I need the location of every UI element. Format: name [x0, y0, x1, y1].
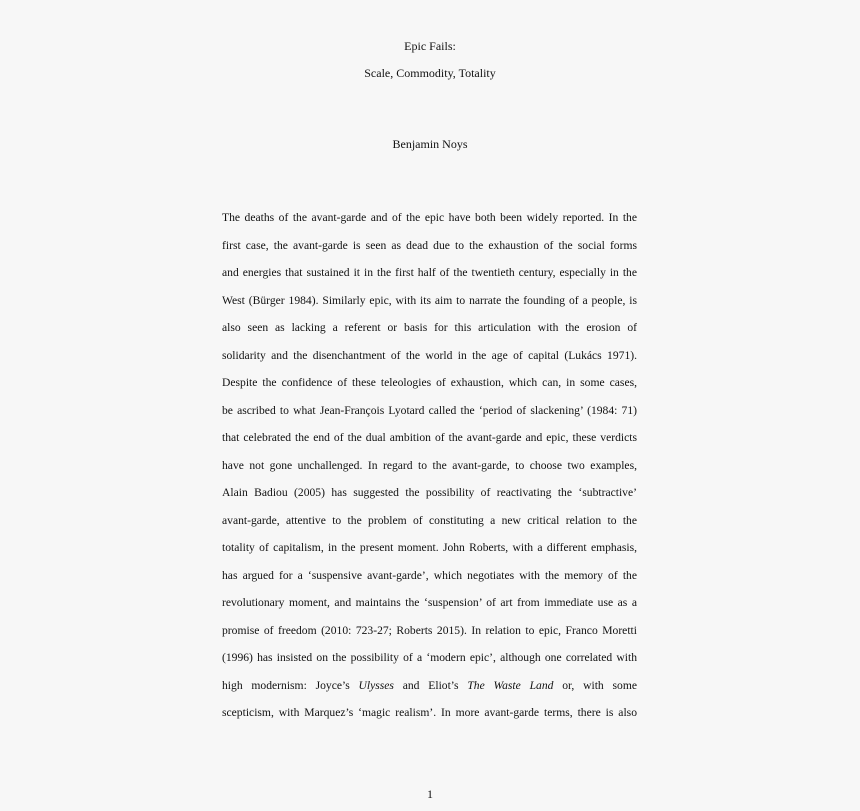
document-author: Benjamin Noys	[392, 137, 468, 151]
document-subtitle: Scale, Commodity, Totality	[364, 66, 496, 80]
body-line: and energies that sustained it in the first half of the twentieth century, especially in the	[222, 266, 637, 279]
body-line: has argued for a ‘suspensive avant-garde’, which negotiates with the memory of the	[222, 568, 637, 582]
body-line-with-titles	[222, 678, 637, 706]
body-line: have not gone unchallenged. In regard to the avant-garde, to choose two examples,	[222, 458, 637, 472]
body-line: West (Bürger 1984). Similarly epic, with its aim to narrate the founding of a people, is	[222, 293, 637, 307]
body-line: The deaths of the avant-garde and of the epic have both been widely reported. In the	[222, 211, 637, 224]
page-number: 1	[427, 787, 433, 801]
document-title: Epic Fails:	[404, 39, 456, 53]
body-line: Alain Badiou (2005) has suggested the possibility of reactivating the ‘subtractive’	[222, 486, 637, 499]
body-line: solidarity and the disenchantment of the world in the age of capital (Lukács 1971).	[222, 348, 637, 362]
text-run: high modernism: Joyce’s	[222, 678, 359, 692]
body-line: revolutionary moment, and maintains the ‘suspension’ of art from immediate use as a	[222, 596, 637, 609]
body-line: be ascribed to what Jean-François Lyotard called the ‘period of slackening’ (1984: 71)	[222, 403, 637, 417]
body-line: (1996) has insisted on the possibility of a ‘modern epic’, although one correlated with	[222, 651, 637, 664]
body-line: Despite the confidence of these teleologies of exhaustion, which can, in some cases,	[222, 376, 637, 389]
text-run: or, with some	[553, 678, 637, 692]
italic-title-waste-land: The Waste Land	[467, 678, 554, 692]
body-line: promise of freedom (2010: 723-27; Roberts 2015). In relation to epic, Franco Moretti	[222, 623, 637, 637]
body-line: that celebrated the end of the dual ambition of the avant-garde and epic, these verdicts	[222, 431, 637, 444]
body-line: avant-garde, attentive to the problem of constituting a new critical relation to the	[222, 513, 637, 527]
text-run: and Eliot’s	[393, 678, 468, 692]
body-line: totality of capitalism, in the present moment. John Roberts, with a different emphasis,	[222, 541, 637, 554]
body-line: scepticism, with Marquez’s ‘magic realism’. In more avant-garde terms, there is also	[222, 706, 637, 719]
body-line: first case, the avant-garde is seen as dead due to the exhaustion of the social forms	[222, 238, 637, 252]
italic-title-ulysses: Ulysses	[358, 678, 394, 692]
body-line: also seen as lacking a referent or basis for this articulation with the erosion of	[222, 321, 637, 334]
body-paragraph	[222, 210, 637, 733]
